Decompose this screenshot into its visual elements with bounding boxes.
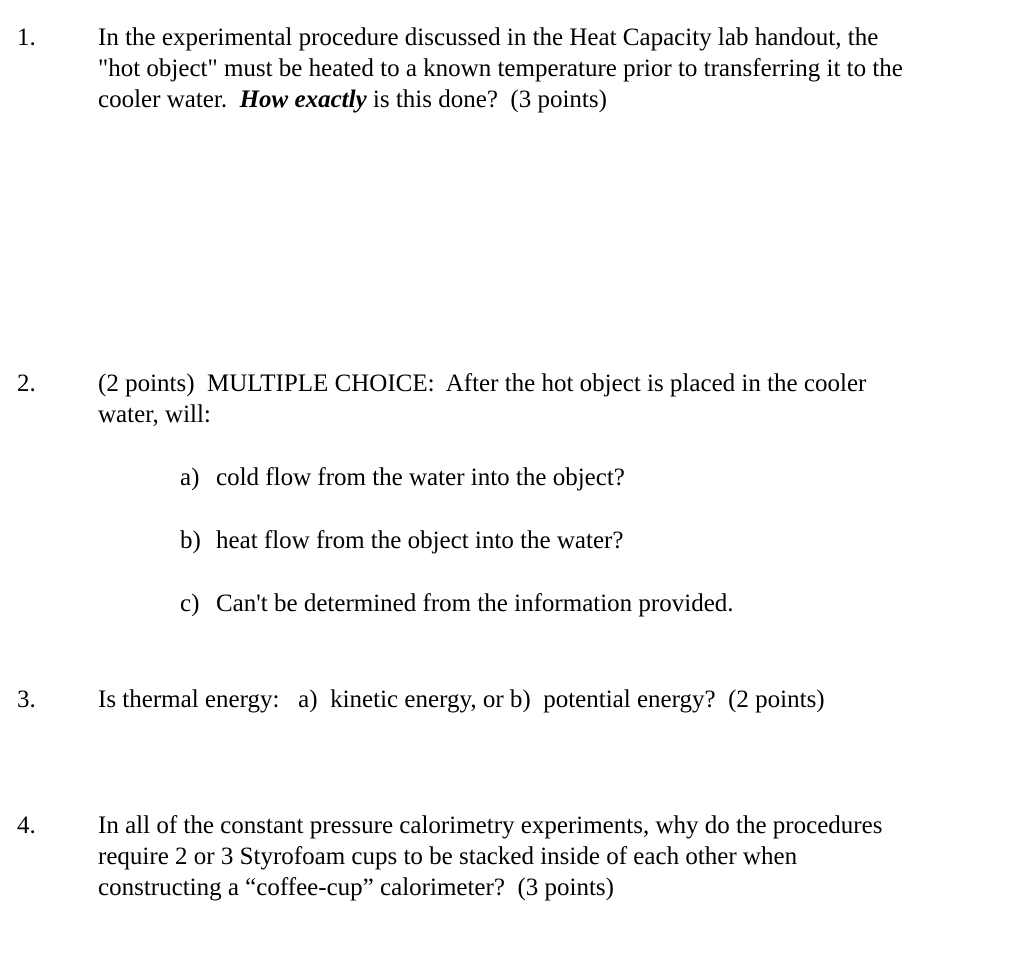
choice-a-text: cold flow from the water into the object? (216, 464, 625, 491)
question-4-line-2: require 2 or 3 Styrofoam cups to be stacked inside of each other when (98, 843, 798, 870)
question-2-choice-b (180, 525, 623, 556)
question-1-line-3 (98, 84, 998, 115)
question-1-emphasis: How exactly (239, 86, 367, 113)
question-1-line-1: In the experimental procedure discussed in the Heat Capacity lab handout, the (98, 24, 879, 51)
question-3-line-1: Is thermal energy: a) kinetic energy, or b) potential energy? (2 points) (98, 686, 825, 713)
choice-b-text: heat flow from the object into the water? (216, 527, 624, 554)
question-2-line-2: water, will: (98, 401, 211, 428)
question-3-text (98, 684, 998, 715)
choice-a-letter: a) (180, 464, 200, 491)
question-2-text (98, 368, 998, 430)
question-1-text (98, 22, 998, 115)
choice-b-letter: b) (180, 527, 201, 554)
choice-c-letter: c) (180, 590, 200, 617)
question-4-line-1: In all of the constant pressure calorimetry experiments, why do the procedures (98, 812, 883, 839)
question-3-number: 3. (17, 686, 36, 713)
question-1-line-2: "hot object" must be heated to a known temperature prior to transferring it to the (98, 55, 903, 82)
question-2-choice-a (180, 462, 625, 493)
question-1-line-3-start: cooler water. (98, 86, 240, 113)
question-4-line-3: constructing a “coffee-cup” calorimeter? (3 points) (98, 874, 614, 901)
question-1-number: 1. (17, 24, 36, 51)
question-2-line-1: (2 points) MULTIPLE CHOICE: After the hot object is placed in the cooler (98, 370, 867, 397)
choice-c-text: Can't be determined from the information provided. (216, 590, 734, 617)
question-2-number: 2. (17, 370, 36, 397)
question-4-number: 4. (17, 812, 36, 839)
question-2-choice-c (180, 588, 734, 619)
question-4-text (98, 810, 998, 903)
question-1-line-3-end: is this done? (3 points) (366, 86, 607, 113)
